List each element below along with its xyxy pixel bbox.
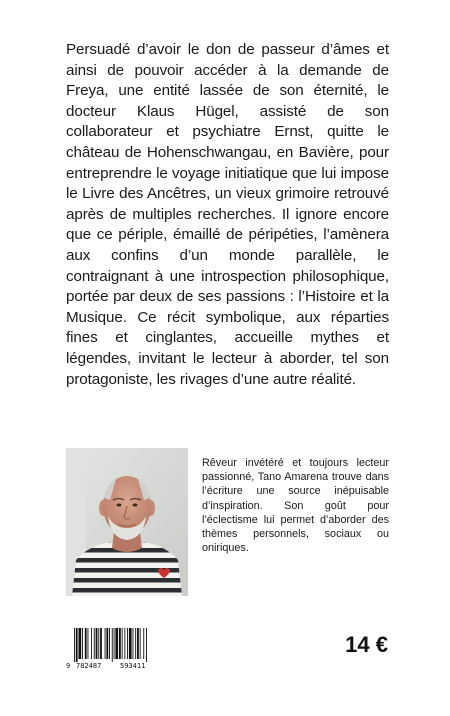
barcode-bar: [137, 628, 139, 659]
author-photo: [66, 448, 188, 596]
barcode-digits: [66, 662, 166, 672]
barcode-bar: [114, 628, 115, 659]
barcode-bar: [79, 628, 82, 659]
barcode-bar: [100, 628, 102, 659]
barcode-bar: [127, 628, 128, 659]
author-bio: Rêveur invétéré et toujours lecteur passionné, Tano Amarena trouve dans l’écriture une source inépuisable d’inspiration. Son goût pour l’éclectisme lui permet d’aborder des thèmes personnels, sociaux ou oniriques.: [202, 457, 389, 555]
barcode-bar: [122, 628, 123, 659]
barcode-bar: [106, 628, 108, 659]
barcode-bar: [143, 628, 144, 659]
barcode-bar: [96, 628, 98, 659]
barcode-bar: [115, 628, 118, 659]
barcode-bar: [112, 628, 113, 662]
book-blurb: Persuadé d’avoir le don de passeur d’âmes et ainsi de pouvoir accéder à la demande de Freya, une entité lassée de son éternité, le docteur Klaus Hügel, assisté de son collaborateur et psychiatre Ernst, quitte le château de Hohenschwangau, en Bavière, pour entreprendre le voyage initiatique que lui impose le Livre des Ancêtres, un vieux grimoire retrouvé après de multiples recherches. Il ignore encore que ce périple, émaillé de péripéties, l’amènera aux confins d’un monde parallèle, le contraignant à une introspection philosophique, portée par deux de ses passions : l’Histoire et la Musique. Ce récit symbolique, aux réparties fines et cinglantes, accueille mythes et légendes, invitant le lecteur à aborder, tel son protagoniste, les rivages d’une autre réalité.: [66, 41, 389, 388]
barcode-bar: [135, 628, 136, 659]
barcode-digit-first: 9: [66, 662, 71, 670]
barcode-bar: [76, 628, 78, 662]
isbn-barcode: [66, 628, 166, 674]
barcode-bar: [98, 628, 99, 659]
price-label: 14 €: [345, 632, 388, 657]
barcode-digits-left: 782487: [76, 662, 102, 670]
barcode-bar: [74, 628, 75, 662]
barcode-bar: [133, 628, 134, 659]
barcode-bar: [140, 628, 141, 659]
barcode-bar: [124, 628, 125, 659]
barcode-digits-right: 593411: [120, 662, 146, 670]
barcode-bar: [91, 628, 92, 659]
barcode-bar: [88, 628, 89, 659]
barcode-bar: [94, 628, 95, 659]
barcode-bar: [146, 628, 147, 662]
author-section: [66, 448, 389, 598]
barcode-bar: [82, 628, 83, 659]
barcode-bar: [85, 628, 87, 659]
barcode-bar: [109, 628, 110, 659]
barcode-bar: [105, 628, 106, 659]
barcode-bar: [129, 628, 132, 659]
barcode-bar: [119, 628, 121, 659]
